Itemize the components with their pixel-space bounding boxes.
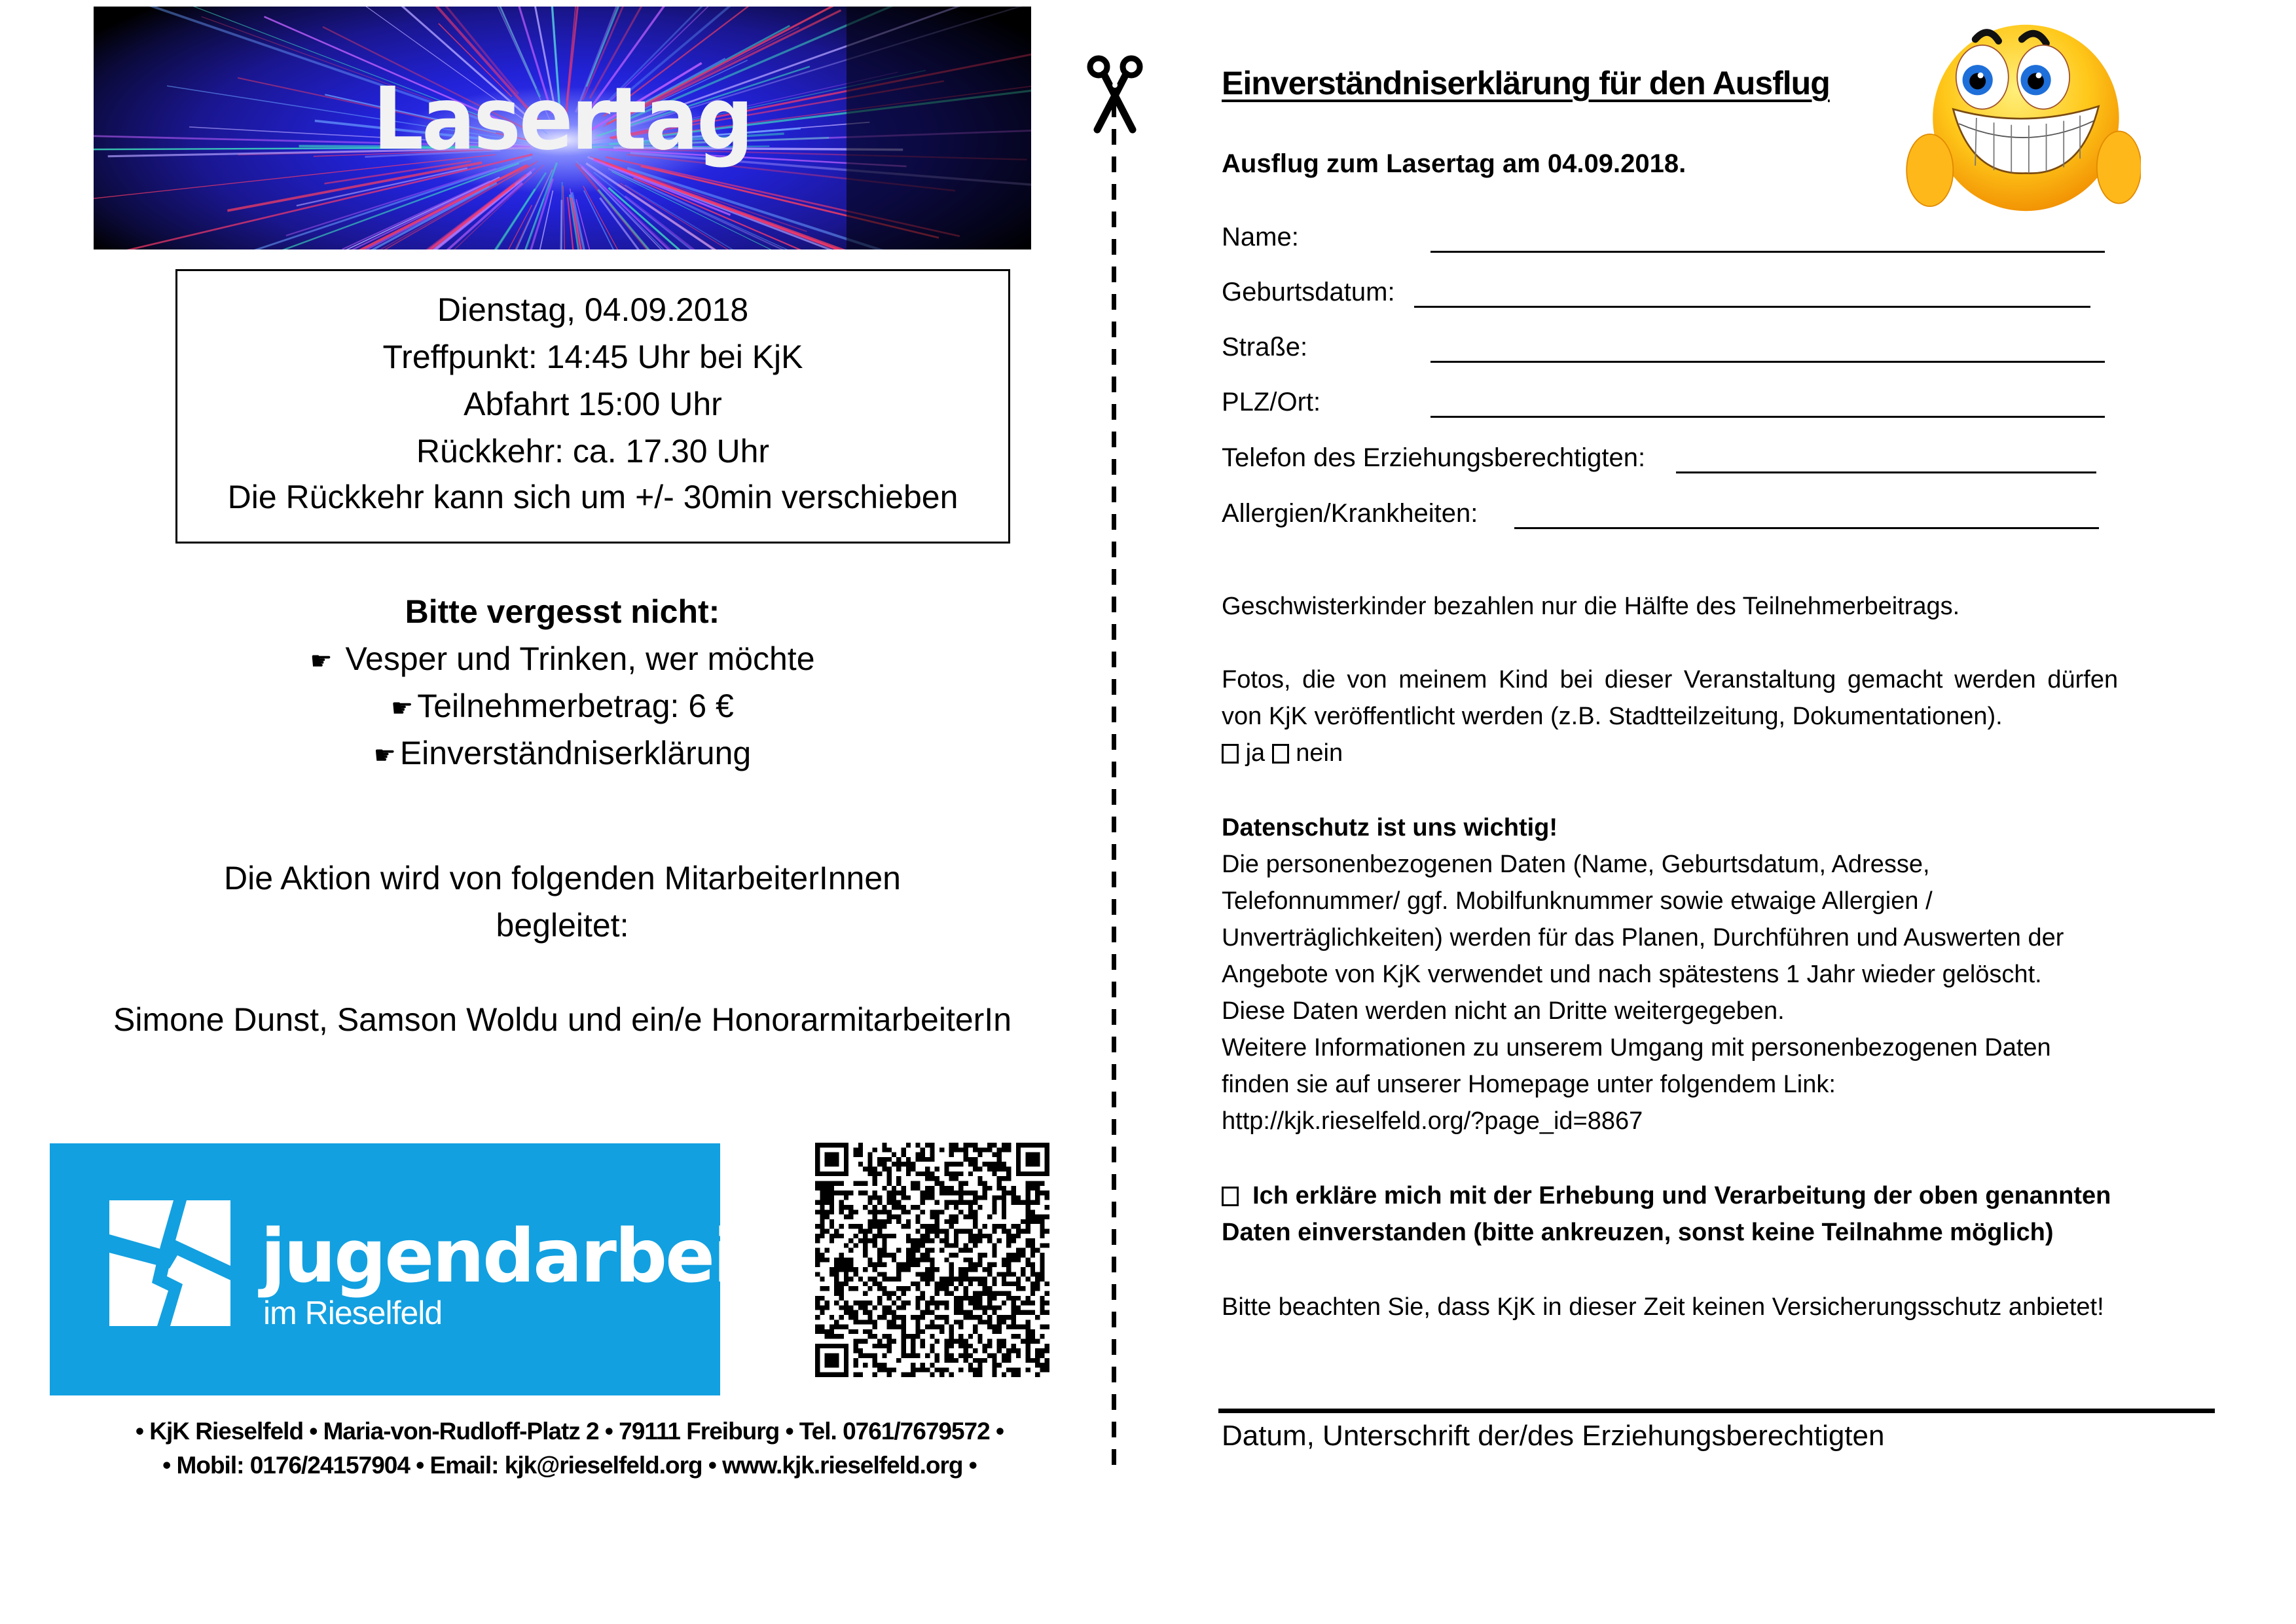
return-note: Die Rückkehr kann sich um +/- 30min verschieben — [227, 479, 958, 515]
meeting-point: Treffpunkt: 14:45 Uhr bei KjK — [382, 339, 803, 375]
banner-title: Lasertag — [373, 69, 752, 170]
staff-names: Simone Dunst, Samson Woldu und ein/e HonorarmitarbeiterIn — [113, 1001, 1011, 1038]
field-label-allergies: Allergien/Krankheiten: — [1222, 499, 1478, 528]
reminder-list — [94, 588, 1031, 777]
scissors-icon — [1085, 52, 1144, 138]
privacy-line: Weitere Informationen zu unserem Umgang mit personenbezogenen Daten — [1222, 1034, 2051, 1061]
field-label-name: Name: — [1222, 223, 1299, 251]
data-consent-text: Ich erkläre mich mit der Erhebung und Verarbeitung der oben genannten — [1252, 1182, 2111, 1209]
lasertag-banner — [94, 7, 1031, 249]
insurance-note — [1222, 1289, 2210, 1325]
data-consent — [1222, 1177, 2210, 1251]
logo-subline: im Rieselfeld — [263, 1295, 443, 1331]
staff-intro-continued: begleitet: — [496, 907, 629, 944]
event-info-box — [175, 269, 1010, 544]
field-label-zip-city: PLZ/Ort: — [1222, 388, 1321, 416]
allergies-input-line[interactable] — [1514, 527, 2099, 529]
footer-contact: • Mobil: 0176/24157904 • Email: kjk@rieselfeld.org • www.kjk.rieselfeld.org • — [162, 1452, 977, 1479]
jugendarbeit-logo — [50, 1143, 770, 1395]
logo-mark-icon — [109, 1200, 230, 1326]
photo-consent-no-label[interactable]: nein — [1296, 739, 1343, 767]
guardian-phone-input-line[interactable] — [1676, 471, 2096, 473]
photo-consent-yes-label[interactable]: ja — [1245, 739, 1266, 767]
privacy-section — [1222, 809, 2210, 1139]
privacy-heading: Datenschutz ist uns wichtig! — [1222, 814, 1558, 841]
contact-footer — [65, 1414, 1074, 1483]
birthdate-input-line[interactable] — [1414, 306, 2090, 308]
grinning-thumbs-up-smiley-icon — [1905, 13, 2141, 223]
photo-consent — [1222, 661, 2210, 771]
data-consent-checkbox[interactable] — [1222, 1187, 1239, 1206]
privacy-line: Diese Daten werden nicht an Dritte weitergegeben. — [1222, 997, 1785, 1025]
privacy-line: finden sie auf unserer Homepage unter folgendem Link: — [1222, 1071, 1836, 1098]
footer-address: • KjK Rieselfeld • Maria-von-Rudloff-Platz 2 • 79111 Freiburg • Tel. 0761/7679572 • — [136, 1418, 1004, 1445]
return-time: Rückkehr: ca. 17.30 Uhr — [416, 433, 770, 470]
reminder-heading: Bitte vergesst nicht: — [405, 593, 720, 630]
event-date: Dienstag, 04.09.2018 — [437, 291, 749, 328]
name-input-line[interactable] — [1430, 251, 2105, 253]
consent-form-subtitle: Ausflug zum Lasertag am 04.09.2018. — [1222, 149, 1686, 178]
reminder-item — [94, 729, 1031, 777]
staff-section — [94, 855, 1031, 1043]
photo-consent-options — [1222, 735, 2210, 771]
photo-consent-line: von KjK veröffentlicht werden (z.B. Stadtteilzeitung, Dokumentationen). — [1222, 703, 2003, 730]
privacy-link[interactable]: http://kjk.rieselfeld.org/?page_id=8867 — [1222, 1107, 1643, 1135]
staff-intro: Die Aktion wird von folgenden MitarbeiterInnen — [224, 860, 901, 896]
photo-consent-no-checkbox[interactable] — [1272, 744, 1289, 764]
street-input-line[interactable] — [1430, 361, 2105, 363]
zip-city-input-line[interactable] — [1430, 416, 2105, 418]
photo-consent-yes-checkbox[interactable] — [1222, 744, 1239, 764]
privacy-line: Angebote von KjK verwendet und nach spätestens 1 Jahr wieder gelöscht. — [1222, 961, 2042, 988]
field-label-guardian-phone: Telefon des Erziehungsberechtigten: — [1222, 443, 1646, 472]
signature-label: Datum, Unterschrift der/des Erziehungsberechtigten — [1222, 1420, 1885, 1452]
reminder-item-text: Vesper und Trinken, wer möchte — [336, 640, 815, 677]
signature-line[interactable] — [1218, 1409, 2215, 1413]
dashed-cut-line — [1112, 101, 1116, 1477]
pointing-hand-icon: ☛ — [310, 647, 333, 675]
consent-form-title: Einverständniserklärung für den Ausflug — [1222, 65, 1830, 101]
sibling-note — [1222, 588, 2210, 625]
data-consent-text-continued: Daten einverstanden (bitte ankreuzen, sonst keine Teilnahme möglich) — [1222, 1219, 2054, 1246]
insurance-note-text: Bitte beachten Sie, dass KjK in dieser Zeit keinen Versicherungsschutz anbietet! — [1222, 1293, 2104, 1321]
privacy-line: Telefonnummer/ ggf. Mobilfunknummer sowie etwaige Allergien / — [1222, 887, 1933, 915]
laser-ray — [560, 200, 562, 249]
reminder-item-text: Einverständniserklärung — [399, 735, 752, 771]
pointing-hand-icon: ☛ — [391, 694, 414, 722]
field-label-birthdate: Geburtsdatum: — [1222, 278, 1395, 306]
photo-consent-line: Fotos, die von meinem Kind bei dieser Veranstaltung gemacht werden dürfen — [1222, 666, 2119, 693]
field-label-street: Straße: — [1222, 333, 1308, 361]
logo-wordmark: jugendarbeit — [261, 1214, 770, 1299]
laser-ray — [563, 186, 565, 249]
privacy-line: Unverträglichkeiten) werden für das Planen, Durchführen und Auswerten der — [1222, 924, 2064, 951]
sibling-note-text: Geschwisterkinder bezahlen nur die Hälfte des Teilnehmerbeitrags. — [1222, 593, 1960, 620]
reminder-item — [94, 682, 1031, 729]
reminder-item — [94, 635, 1031, 682]
privacy-line: Die personenbezogenen Daten (Name, Geburtsdatum, Adresse, — [1222, 851, 1930, 878]
qr-code-icon[interactable] — [815, 1143, 1049, 1377]
pointing-hand-icon: ☛ — [373, 741, 396, 769]
reminder-item-text: Teilnehmerbetrag: 6 € — [417, 688, 734, 724]
departure-time: Abfahrt 15:00 Uhr — [464, 386, 722, 422]
